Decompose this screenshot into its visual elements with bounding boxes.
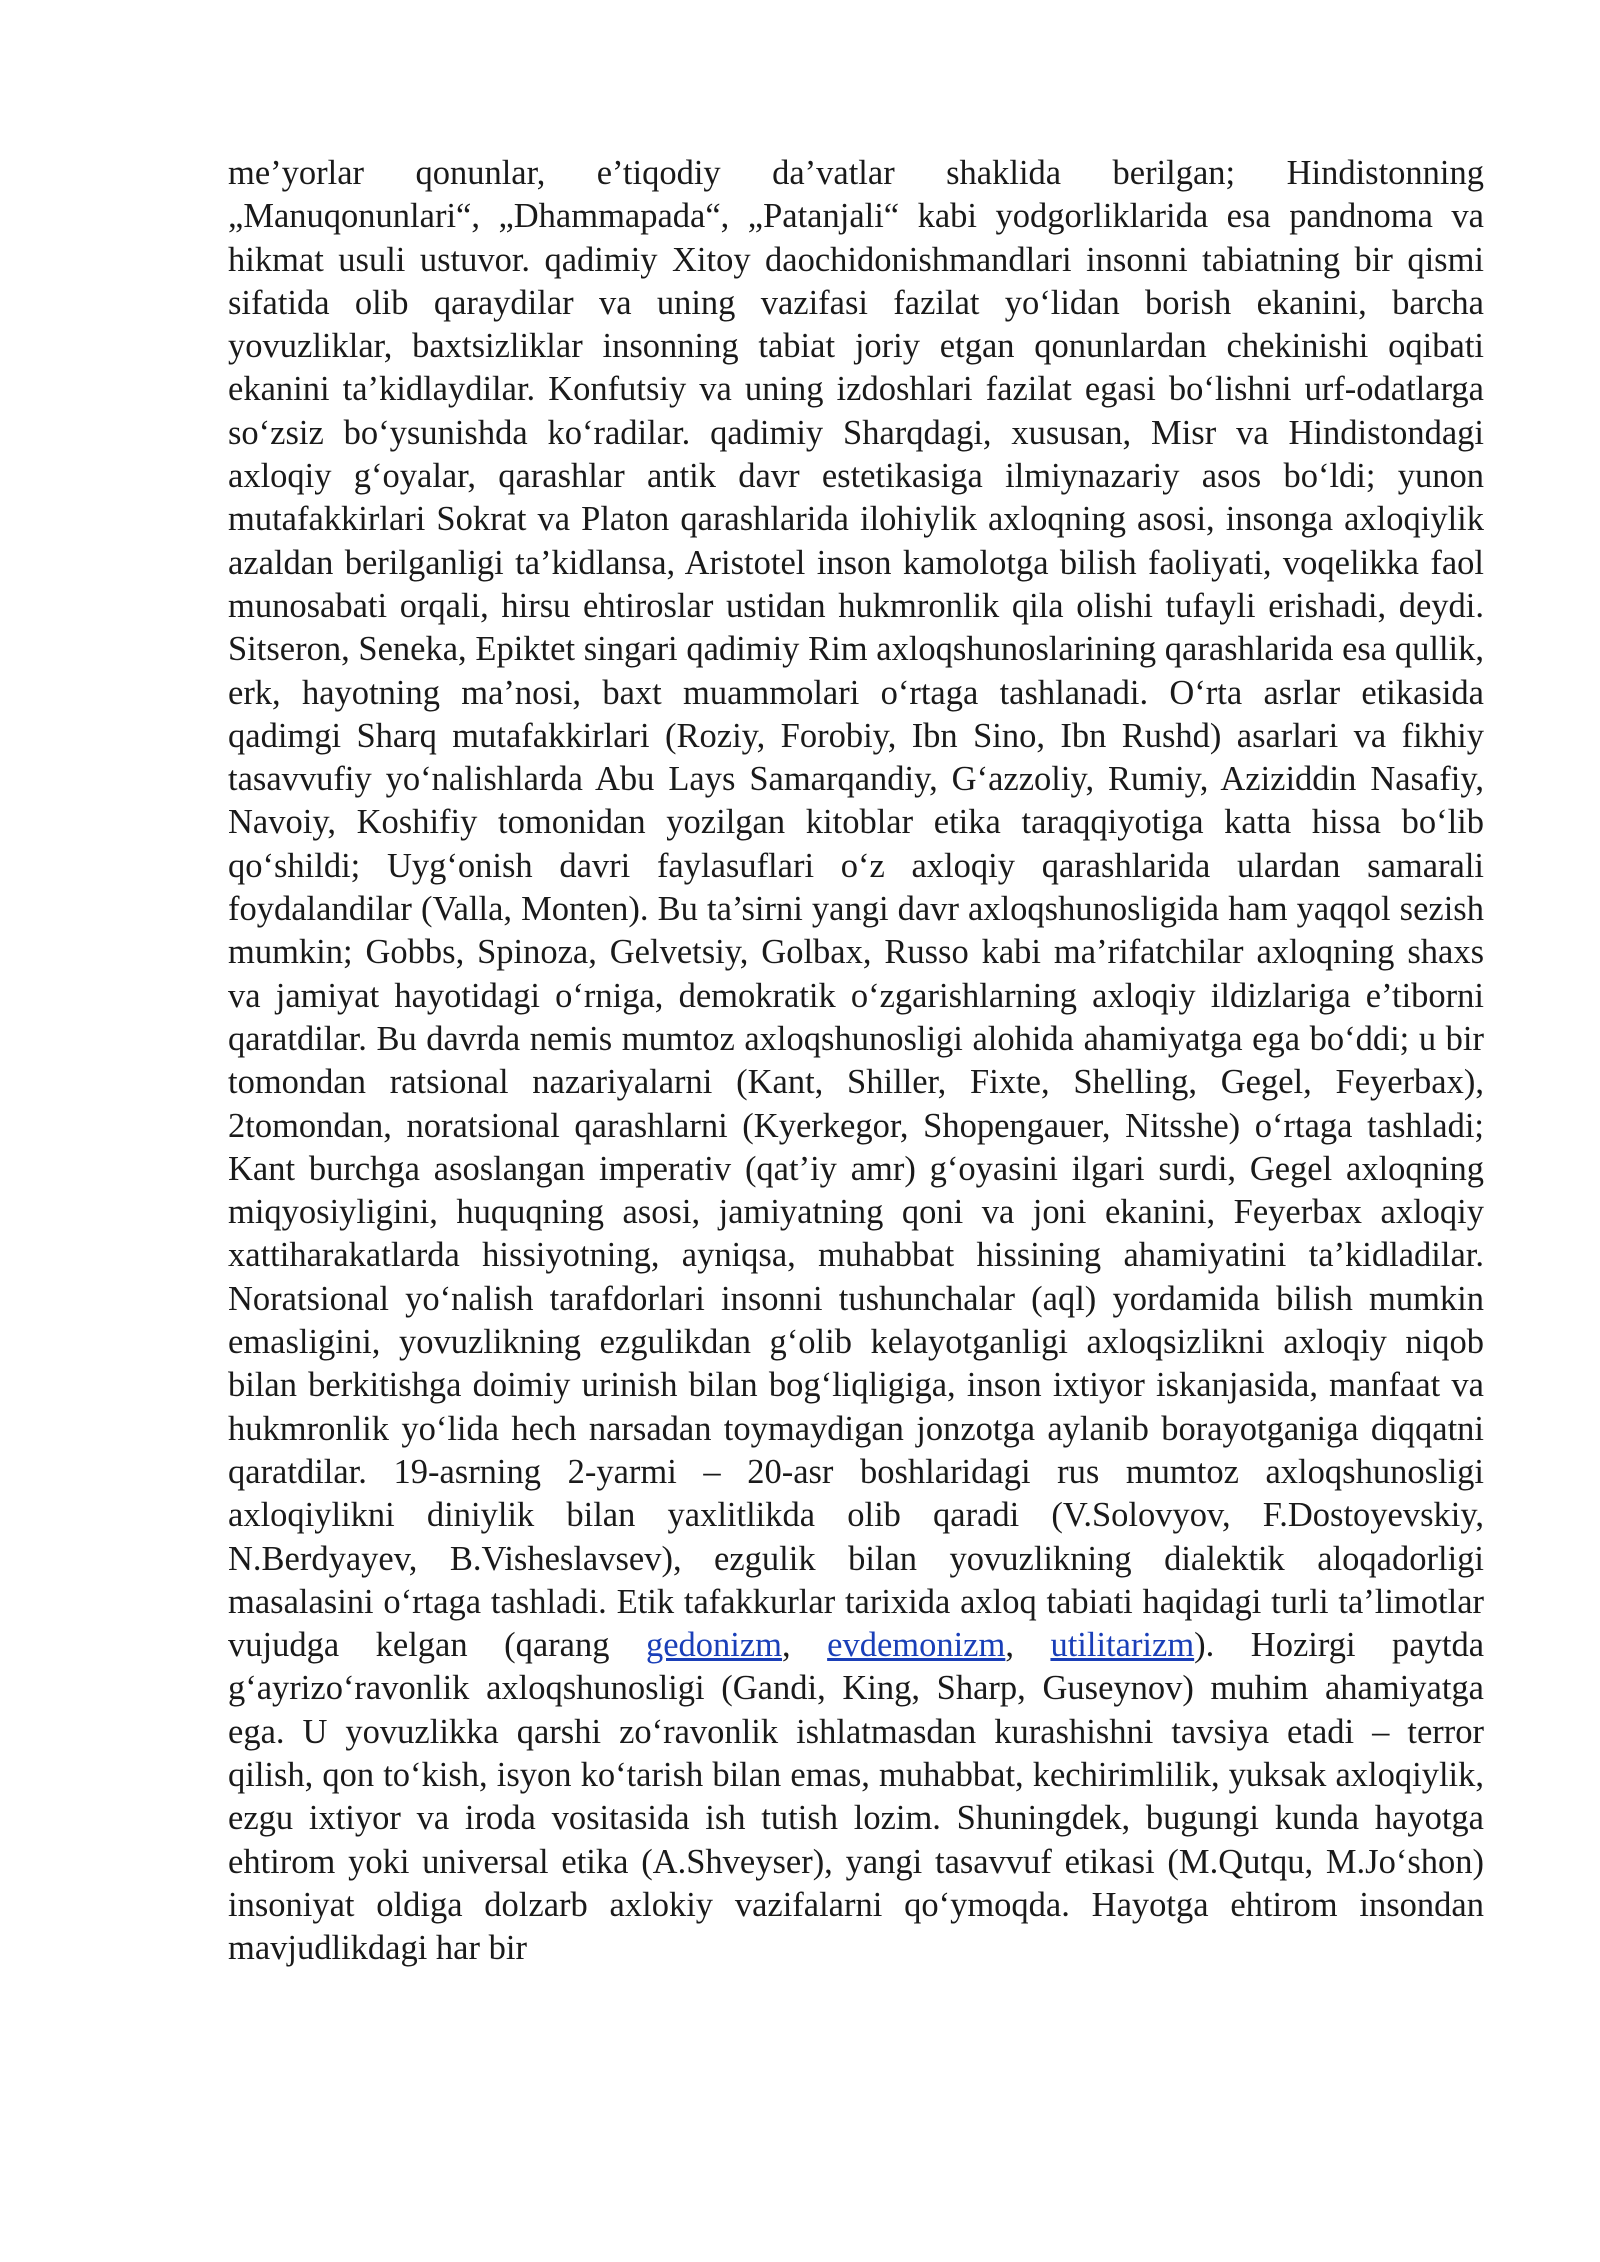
link-separator: , bbox=[1005, 1626, 1051, 1665]
body-paragraph bbox=[228, 152, 1484, 1970]
paragraph-text-main: me’yorlar qonunlar, e’tiqodiy da’vatlar shaklida berilgan; Hindistonning „Manuqonunlari“, „Dhammapada“, „Patanjali“ kabi yodgorliklarida esa pandnoma va hikmat usuli ustuvor. qadimiy Xitoy daochidonishmandlari insonni tabiatning bir qismi sifatida olib qaraydilar va uning vazifasi fazilat yo‘lidan borish ekanini, barcha yovuzliklar, baxtsizliklar insonning tabiat joriy etgan qonunlardan chekinishi oqibati ekanini ta’kidlaydilar. Konfutsiy va uning izdoshlari fazilat egasi bo‘lishni urf-odatlarga so‘zsiz bo‘ysunishda ko‘radilar. qadimiy Sharqdagi, xususan, Misr va Hindistondagi axloqiy g‘oyalar, qarashlar antik davr estetikasiga ilmiynazariy asos bo‘ldi; yunon mutafakkirlari Sokrat va Platon qarashlarida ilohiylik axloqning asosi, insonga axloqiylik azaldan berilganligi ta’kidlansa, Aristotel inson kamolotga bilish faoliyati, voqelikka faol munosabati orqali, hirsu ehtiroslar ustidan hukmronlik qila olishi tufayli erishadi, deydi. Sitseron, Seneka, Epiktet singari qadimiy Rim axloqshunoslarining qarashlarida esa qullik, erk, hayotning ma’nosi, baxt muammolari o‘rtaga tashlanadi. O‘rta asrlar etikasida qadimgi Sharq mutafakkirlari (Roziy, Forobiy, Ibn Sino, Ibn Rushd) asarlari va fikhiy tasavvufiy yo‘nalishlarda Abu Lays Samarqandiy, G‘azzoliy, Rumiy, Aziziddin Nasafiy, Navoiy, Koshifiy tomonidan yozilgan kitoblar etika taraqqiyotiga katta hissa bo‘lib qo‘shildi; Uyg‘onish davri faylasuflari o‘z axloqiy qarashlarida ulardan samarali foydalandilar (Valla, Monten). Bu ta’sirni yangi davr axloqshunosligida ham yaqqol sezish mumkin; Gobbs, Spinoza, Gelvetsiy, Golbax, Russo kabi ma’rifatchilar axloqning shaxs va jamiyat hayotidagi o‘rniga, demokratik o‘zgarishlarning axloqiy ildizlariga e’tiborni qaratdilar. Bu davrda nemis mumtoz axloqshunosligi alohida ahamiyatga ega bo‘ddi; u bir tomondan ratsional nazariyalarni (Kant, Shiller, Fixte, Shelling, Gegel, Feyerbax), 2tomondan, noratsional qarashlarni (Kyerkegor, Shopengauer, Nitsshe) o‘rtaga tashladi; Kant burchga asoslangan imperativ (qat’iy amr) g‘oyasini ilgari surdi, Gegel axloqning miqyosiyligini, huquqning asosi, jamiyatning qoni va joni ekanini, Feyerbax axloqiy xattiharakatlarda hissiyotning, ayniqsa, muhabbat hissining ahamiyatini ta’kidladilar. Noratsional yo‘nalish tarafdorlari insonni tushunchalar (aql) yordamida bilish mumkin emasligini, yovuzlikning ezgulikdan g‘olib kelayotganligi axloqsizlikni axloqiy niqob bilan berkitishga doimiy urinish bilan bog‘liqligiga, inson ixtiyor iskanjasida, manfaat va hukmronlik yo‘lida hech narsadan toymaydigan jonzotga aylanib borayotganiga diqqatni qaratdilar. 19-asrning 2-yarmi – 20-asr boshlaridagi rus mumtoz axloqshunosligi axloqiylikni diniylik bilan yaxlitlikda olib qaradi (V.Solovyov, F.Dostoyevskiy, N.Berdyayev, B.Visheslavsev), ezgulik bilan yovuzlikning dialektik aloqadorligi masalasini o‘rtaga tashladi. Etik tafakkurlar tarixida axloq tabiati haqidagi turli ta’limotlar vujudga kelgan (qarang bbox=[228, 154, 1484, 1665]
link-evdemonizm[interactable]: evdemonizm bbox=[827, 1626, 1006, 1665]
link-utilitarizm[interactable]: utilitarizm bbox=[1050, 1626, 1195, 1665]
link-separator: , bbox=[782, 1626, 828, 1665]
document-page bbox=[228, 152, 1484, 1970]
link-gedonizm[interactable]: gedonizm bbox=[645, 1626, 782, 1665]
paragraph-text-end: ). Hozirgi paytda g‘ayrizo‘ravonlik axloqshunosligi (Gandi, King, Sharp, Guseynov) muhim ahamiyatga ega. U yovuzlikka qarshi zo‘ravonlik ishlatmasdan kurashishni tavsiya etadi – terror qilish, qon to‘kish, isyon ko‘tarish bilan emas, muhabbat, kechirimlilik, yuksak axloqiylik, ezgu ixtiyor va iroda vositasida ish tutish lozim. Shuningdek, bugungi kunda hayotga ehtirom yoki universal etika (A.Shveyser), yangi tasavvuf etikasi (M.Qutqu, M.Jo‘shon) insoniyat oldiga dolzarb axlokiy vazifalarni qo‘ymoqda. Hayotga ehtirom insondan mavjudlikdagi har bir bbox=[228, 1626, 1485, 1968]
